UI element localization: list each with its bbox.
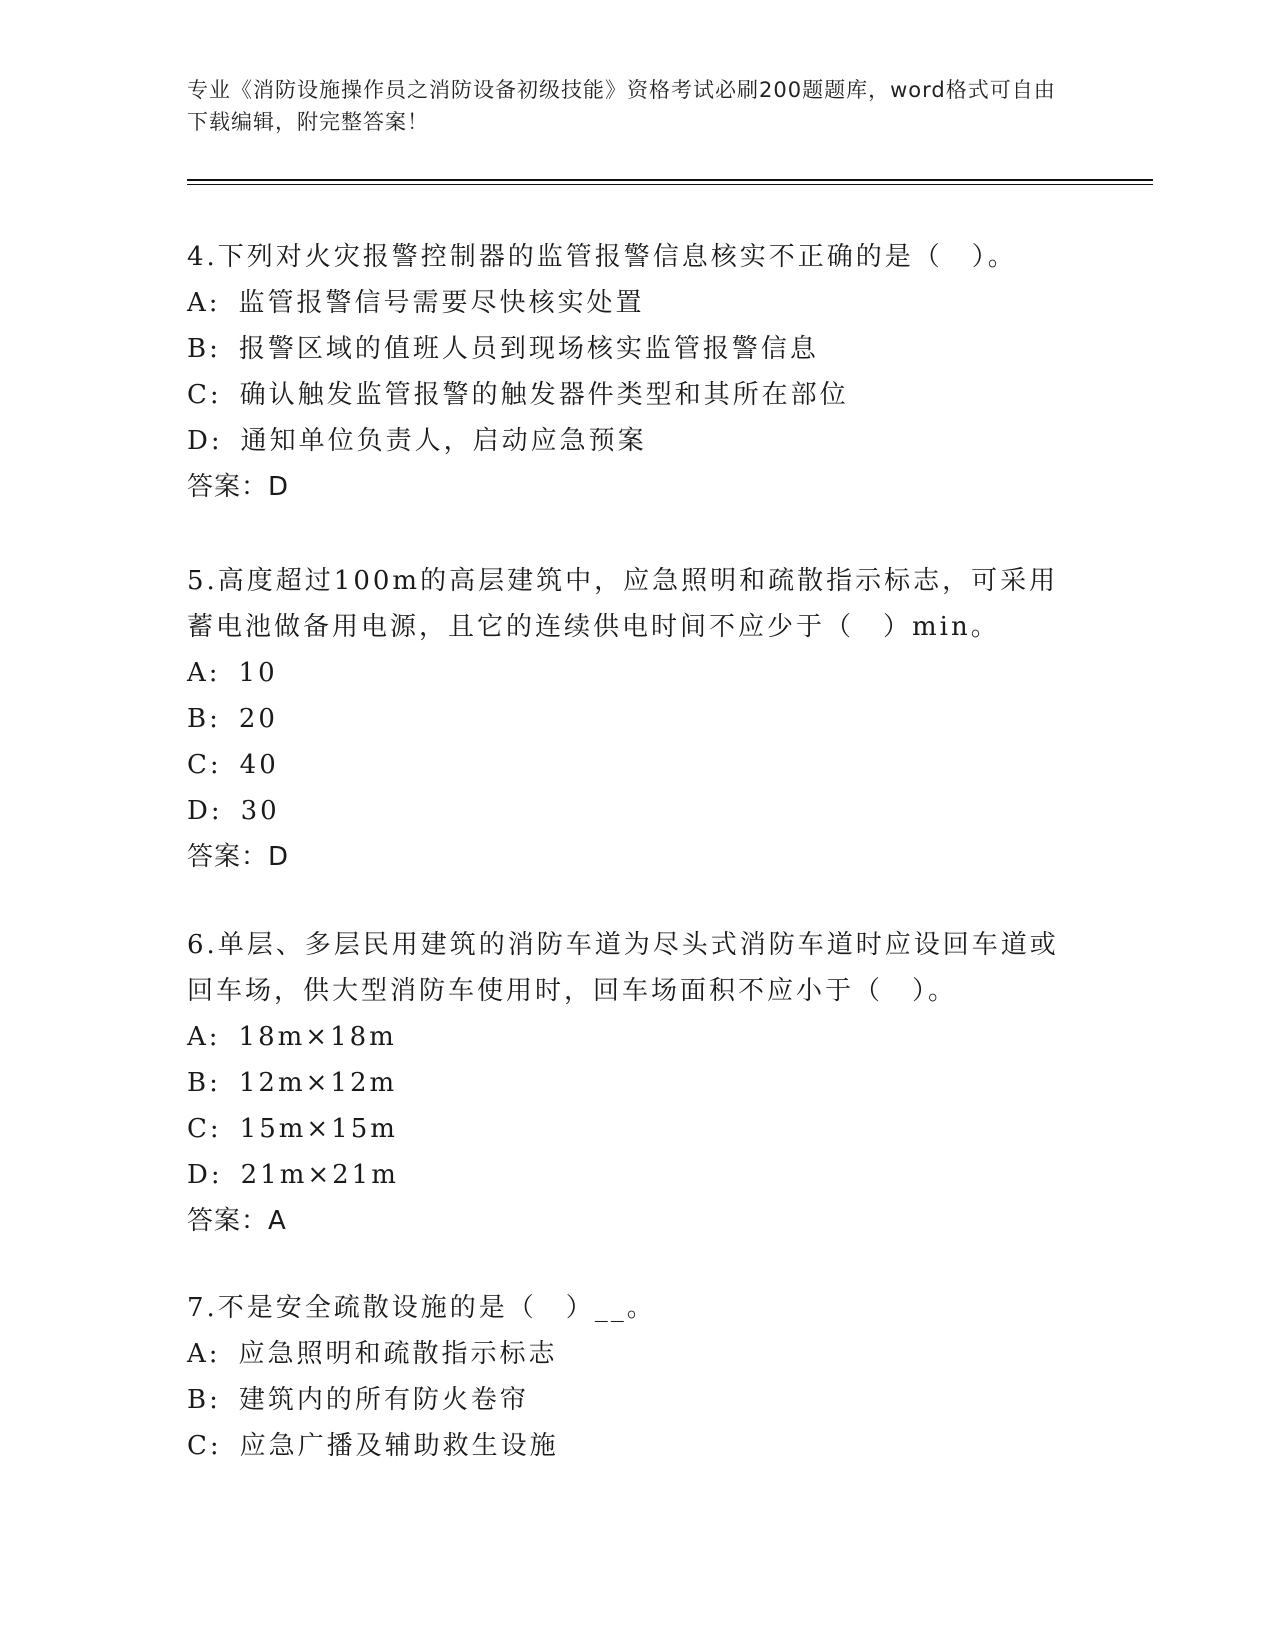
option-key: D: xyxy=(187,796,223,826)
option-key: B: xyxy=(187,1385,221,1415)
question-stem: 6.单层、多层民用建筑的消防车道为尽头式消防车道时应设回车道或回车场，供大型消防车使用时，回车场面积不应小于（ ）。 xyxy=(187,930,1059,1006)
option-c xyxy=(187,1423,1087,1469)
option-text: 12m×12m xyxy=(238,1068,398,1098)
header-divider-thick xyxy=(187,179,1153,181)
option-text: 15m×15m xyxy=(239,1114,398,1144)
question-stem: 7.不是安全疏散设施的是（ ）__。 xyxy=(187,1293,656,1323)
option-key: B: xyxy=(187,704,221,734)
option-a xyxy=(187,650,1087,696)
answer: 答案：A xyxy=(187,1206,287,1236)
option-a xyxy=(187,280,1087,326)
option-a xyxy=(187,1014,1087,1060)
option-c xyxy=(187,372,1087,418)
answer: 答案：D xyxy=(187,842,290,872)
document-header: 专业《消防设施操作员之消防设备初级技能》资格考试必刷200题题库，word格式可自由下载编辑，附完整答案！ xyxy=(187,78,1056,134)
option-c xyxy=(187,1106,1087,1152)
option-key: B: xyxy=(187,334,221,364)
option-b xyxy=(187,1060,1087,1106)
option-key: C: xyxy=(187,1114,222,1144)
option-text: 通知单位负责人，启动应急预案 xyxy=(240,426,647,456)
option-b xyxy=(187,1377,1087,1423)
option-key: C: xyxy=(187,1431,222,1461)
option-b xyxy=(187,326,1087,372)
question-5 xyxy=(187,558,1087,880)
option-key: A: xyxy=(187,288,221,318)
option-key: C: xyxy=(187,380,222,410)
header-divider-thin xyxy=(187,184,1153,185)
option-text: 应急照明和疏散指示标志 xyxy=(238,1339,558,1369)
option-text: 18m×18m xyxy=(238,1022,397,1052)
option-key: D: xyxy=(187,426,223,456)
option-b xyxy=(187,696,1087,742)
option-text: 报警区域的值班人员到现场核实监管报警信息 xyxy=(238,334,819,364)
option-key: A: xyxy=(187,658,221,688)
option-key: A: xyxy=(187,1339,221,1369)
option-text: 确认触发监管报警的触发器件类型和其所在部位 xyxy=(239,380,849,410)
option-text: 建筑内的所有防火卷帘 xyxy=(238,1385,529,1415)
answer: 答案：D xyxy=(187,472,290,502)
option-a xyxy=(187,1331,1087,1377)
option-key: C: xyxy=(187,750,222,780)
option-key: B: xyxy=(187,1068,221,1098)
question-4 xyxy=(187,234,1087,510)
question-6 xyxy=(187,922,1087,1244)
option-text: 30 xyxy=(240,796,280,826)
question-stem: 4.下列对火灾报警控制器的监管报警信息核实不正确的是（ ）。 xyxy=(187,242,1017,272)
option-text: 21m×21m xyxy=(240,1160,399,1190)
option-c xyxy=(187,742,1087,788)
option-key: A: xyxy=(187,1022,221,1052)
question-stem: 5.高度超过100m的高层建筑中，应急照明和疏散指示标志，可采用蓄电池做备用电源，且它的连续供电时间不应少于（ ）min。 xyxy=(187,566,1059,642)
option-text: 20 xyxy=(238,704,278,734)
option-text: 应急广播及辅助救生设施 xyxy=(239,1431,559,1461)
option-d xyxy=(187,788,1087,834)
option-text: 10 xyxy=(238,658,278,688)
option-d xyxy=(187,418,1087,464)
question-7 xyxy=(187,1285,1087,1469)
option-d xyxy=(187,1152,1087,1198)
option-text: 40 xyxy=(239,750,279,780)
option-key: D: xyxy=(187,1160,223,1190)
option-text: 监管报警信号需要尽快核实处置 xyxy=(238,288,645,318)
